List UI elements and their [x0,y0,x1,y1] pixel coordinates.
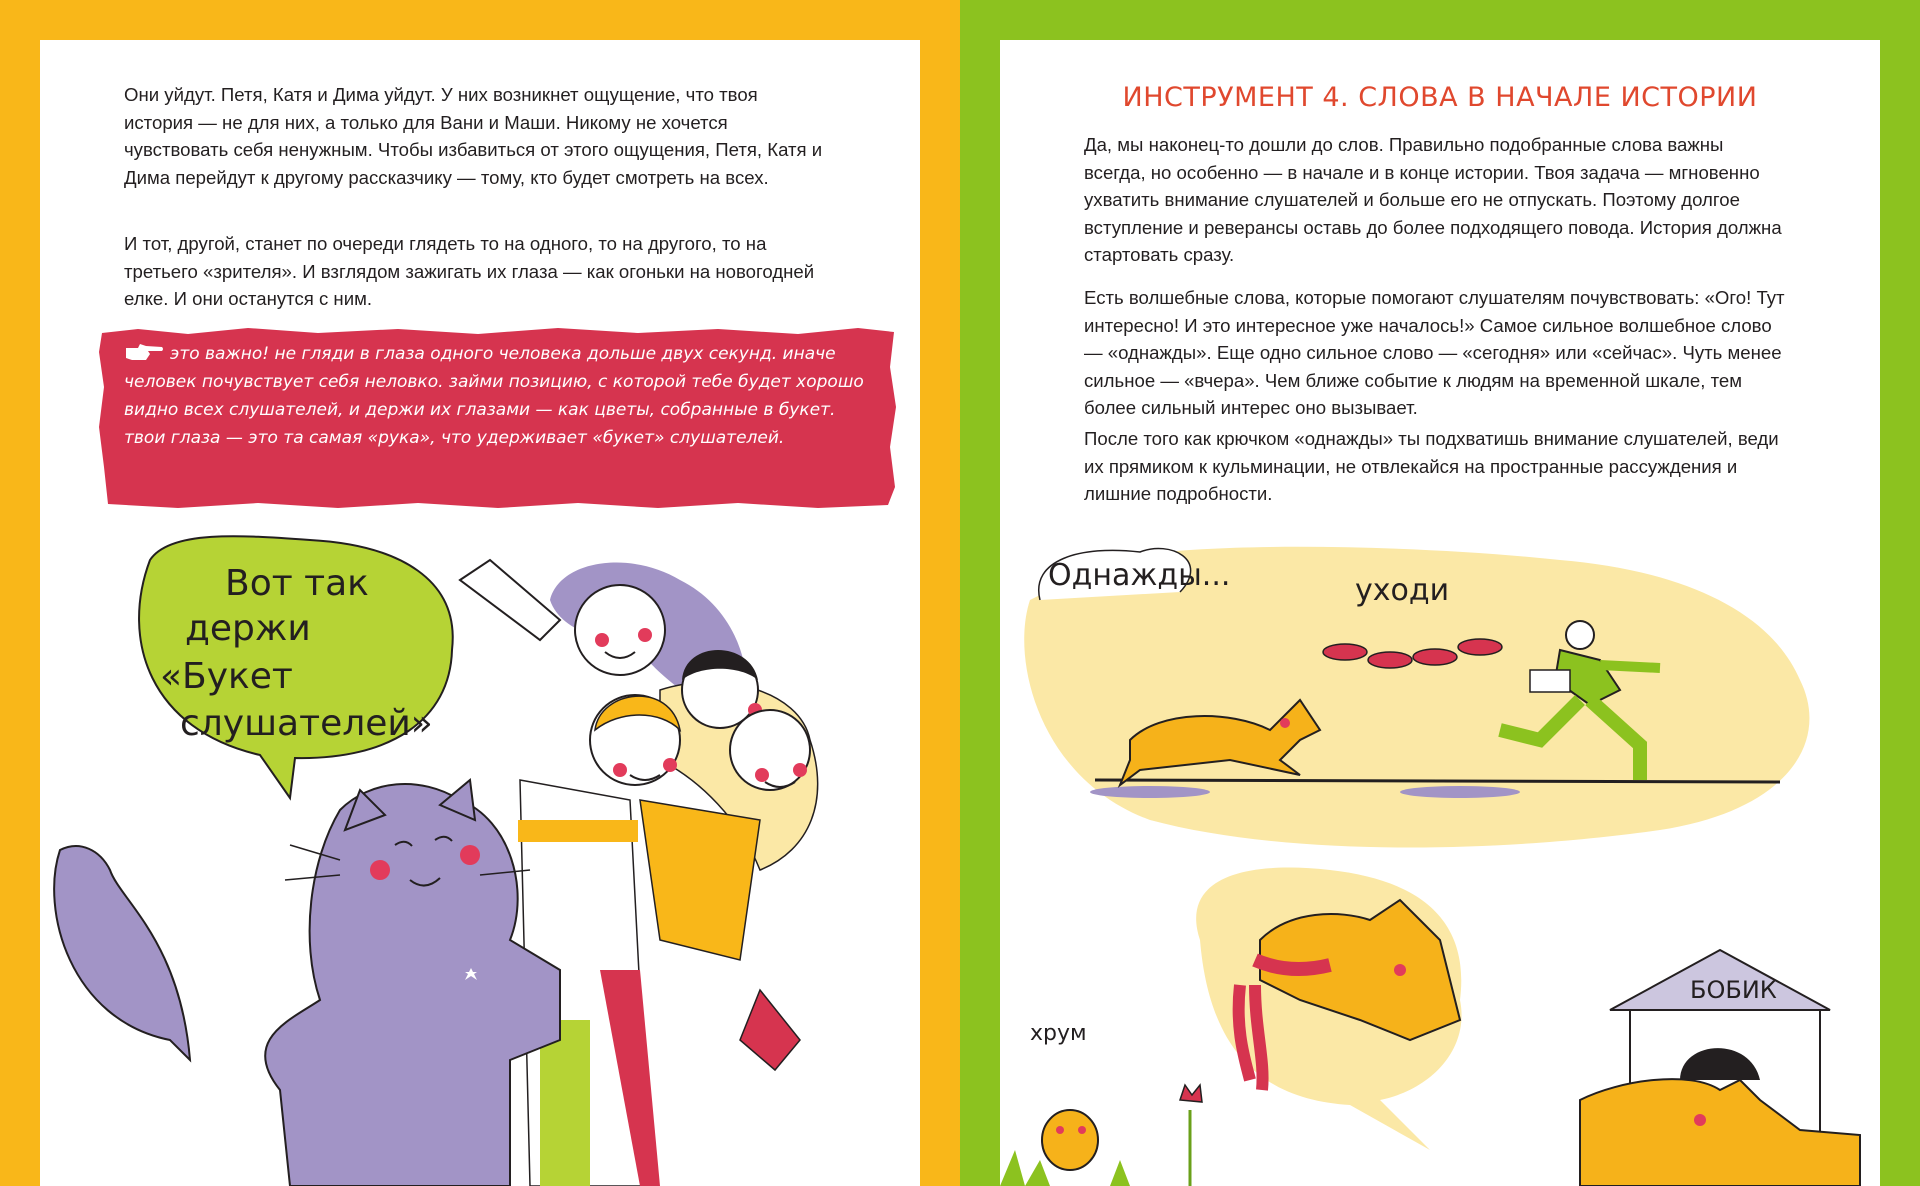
left-illustration [40,40,920,1186]
callout-text: это важно! не гляди в глаза одного человека дольше двух секунд. иначе человек почувствует себя неловко. займи позицию, с которой тебе будет хорошо видно всех слушателей, и держи их глазами — как цветы, собранные в букет. твои глаза — это та самая «рука», что удерживает «букет» слушателей. [124,344,864,448]
right-page [1000,40,1880,1186]
runner-shout: уходи [1355,573,1450,608]
shirt-stripe [518,820,638,842]
left-paragraph-2: И тот, другой, станет по очереди глядеть то на одного, то на другого, то на третьего «зрителя». И взглядом зажигать их глаза — как огоньки на новогодней елке. И они останутся с ним. [124,233,815,309]
right-paragraph-2: Есть волшебные слова, которые помогают слушателям почувствовать: «Ого! Тут интересно! И это интересное уже началось!» Самое сильное волшебное слово — «однажды». Еще одно сильное слово — «сегодня» или «сейчас». Чуть менее сильное — «вчера». Чем ближе событие к людям на временной шкале, тем более сильный интерес оно вызывает. [1084,287,1785,418]
hamster [1042,1110,1098,1170]
speech-bubble [139,536,453,798]
bubble-line-4: слушателей» [180,703,433,744]
purple-cat [54,780,560,1186]
bubble-line-1: Вот так [225,563,369,604]
yellow-sweater [640,800,760,960]
left-paragraph-1: Они уйдут. Петя, Катя и Дима уйдут. У них возникнет ощущение, что твоя история — не для них, а только для Вани и Маши. Никому не хочется чувствовать себя ненужным. Чтобы избавиться от этого ощущения, Петя, Катя и Дима перейдут к другому рассказчику — тому, кто будет смотреть на всех. [124,84,823,188]
bubble-line-3: «Букет [160,656,293,697]
ground-line [1095,780,1780,782]
face-blonde-girl [730,710,810,790]
right-illustration [1000,40,1880,1186]
doghouse-sign: БОБИК [1690,976,1777,1004]
bubble-word: Однажды... [1048,558,1231,593]
right-paragraph-3: После того как крючком «однажды» ты подхватишь внимание слушателей, веди их прямиком к кульминации, не отвлекайся на пространные рассуждения и лишние подробности. [1084,428,1779,504]
tulip [1180,1085,1202,1186]
crunch-text: хрум [1030,1021,1087,1046]
face-purple-hair [575,585,665,675]
red-boot [740,990,800,1070]
raised-arm [460,560,560,640]
left-page [40,40,920,1186]
page-heading: ИНСТРУМЕНТ 4. СЛОВА В НАЧАЛЕ ИСТОРИИ [1122,82,1758,113]
right-paragraph-1: Да, мы наконец-то дошли до слов. Правильно подобранные слова важны всегда, но особенно — в начале и в конце истории. Твоя задача — мгновенно ухватить внимание слушателей и больше его не отпускать. Поэтому долгое вступление и реверансы оставь до более подходящего повода. История должна стартовать сразу. [1084,134,1782,265]
bubble-line-2: держи [185,608,311,649]
